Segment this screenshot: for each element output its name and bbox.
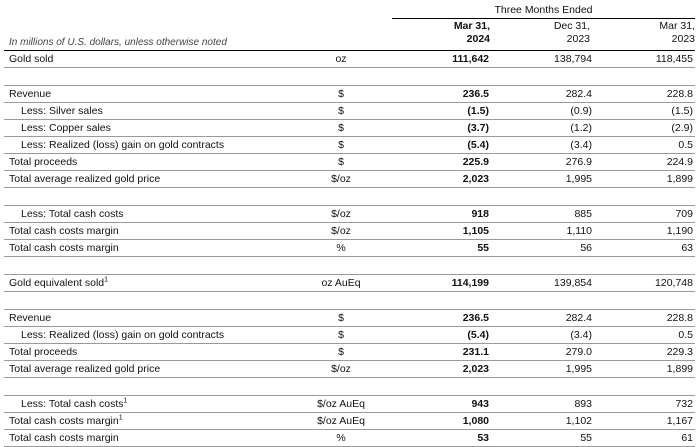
row-value-prior-year: 709 xyxy=(594,206,695,223)
period-title-rule xyxy=(392,18,695,19)
row-unit: $ xyxy=(291,137,391,154)
table-row xyxy=(4,361,695,378)
row-label-text: Gold equivalent sold xyxy=(9,277,105,289)
row-label-text: Total cash costs margin xyxy=(9,415,119,427)
row-value-prior-year: 229.3 xyxy=(594,344,695,361)
spacer-row xyxy=(4,292,695,310)
row-label xyxy=(4,413,291,430)
row-value-prior-quarter: 282.4 xyxy=(491,310,594,327)
row-value-prior-quarter: 282.4 xyxy=(491,86,594,103)
footnote-marker: 1 xyxy=(104,276,109,284)
row-label: Revenue xyxy=(4,310,291,327)
row-value-current: 1,080 xyxy=(391,413,491,430)
row-value-current: 114,199 xyxy=(391,275,491,292)
row-label: Less: Silver sales xyxy=(4,103,291,120)
row-value-prior-quarter: (1.2) xyxy=(491,120,594,137)
column-header-month: Dec 31, xyxy=(553,20,590,32)
row-value-prior-year: 1,190 xyxy=(594,223,695,240)
table-row xyxy=(4,275,695,292)
row-value-current: 231.1 xyxy=(391,344,491,361)
row-value-current: 53 xyxy=(391,430,491,447)
row-value-prior-year: 732 xyxy=(594,396,695,413)
row-unit: $/oz xyxy=(291,223,391,240)
row-unit: $ xyxy=(291,344,391,361)
row-value-current: (5.4) xyxy=(391,137,491,154)
row-value-prior-quarter: 279.0 xyxy=(491,344,594,361)
row-value-prior-quarter: 1,110 xyxy=(491,223,594,240)
row-value-prior-quarter: 885 xyxy=(491,206,594,223)
column-header-year: 2023 xyxy=(566,33,590,45)
row-value-current: 236.5 xyxy=(391,310,491,327)
row-value-current: 1,105 xyxy=(391,223,491,240)
row-value-current: (3.7) xyxy=(391,120,491,137)
table-row xyxy=(4,310,695,327)
column-header-year: 2024 xyxy=(466,33,490,45)
table-row xyxy=(4,413,695,430)
row-value-prior-quarter: 56 xyxy=(491,240,594,257)
row-label: Total average realized gold price xyxy=(4,171,291,188)
row-value-prior-quarter: 1,995 xyxy=(491,171,594,188)
footnote-marker: 1 xyxy=(118,414,123,422)
row-value-current: (1.5) xyxy=(391,103,491,120)
row-label: Total proceeds xyxy=(4,344,291,361)
spacer-row xyxy=(4,68,695,86)
row-value-prior-year: 0.5 xyxy=(594,137,695,154)
table-row xyxy=(4,344,695,361)
row-label: Total proceeds xyxy=(4,154,291,171)
row-unit: $/oz AuEq xyxy=(291,413,391,430)
row-label: Total average realized gold price xyxy=(4,361,291,378)
row-unit: $ xyxy=(291,86,391,103)
gold-metrics-table xyxy=(4,50,695,447)
row-value-prior-year: 228.8 xyxy=(594,310,695,327)
table-row xyxy=(4,120,695,137)
row-value-prior-year: 118,455 xyxy=(594,51,695,68)
column-header-year: 2023 xyxy=(671,33,695,45)
row-value-current: 2,023 xyxy=(391,171,491,188)
column-header-q4-2023 xyxy=(491,20,590,50)
row-label: Less: Realized (loss) gain on gold contracts xyxy=(4,327,291,344)
row-value-prior-quarter: (0.9) xyxy=(491,103,594,120)
table-row xyxy=(4,223,695,240)
row-value-prior-quarter: 138,794 xyxy=(491,51,594,68)
row-unit: % xyxy=(291,240,391,257)
row-unit: $/oz AuEq xyxy=(291,396,391,413)
row-label: Less: Copper sales xyxy=(4,120,291,137)
table-row xyxy=(4,430,695,447)
row-value-current: 55 xyxy=(391,240,491,257)
row-unit: $ xyxy=(291,310,391,327)
row-value-prior-year: 63 xyxy=(594,240,695,257)
table-row xyxy=(4,396,695,413)
table-row xyxy=(4,51,695,68)
row-value-prior-year: 224.9 xyxy=(594,154,695,171)
row-value-prior-year: 0.5 xyxy=(594,327,695,344)
row-value-prior-quarter: 893 xyxy=(491,396,594,413)
row-value-prior-quarter: (3.4) xyxy=(491,327,594,344)
row-value-current: (5.4) xyxy=(391,327,491,344)
row-value-prior-year: 1,167 xyxy=(594,413,695,430)
row-value-prior-quarter: 1,102 xyxy=(491,413,594,430)
table-row xyxy=(4,154,695,171)
row-value-prior-year: 120,748 xyxy=(594,275,695,292)
row-label: Revenue xyxy=(4,86,291,103)
column-header-q1-2023 xyxy=(594,20,695,50)
row-label: Less: Total cash costs xyxy=(4,206,291,223)
row-value-prior-year: (1.5) xyxy=(594,103,695,120)
footnote-marker: 1 xyxy=(123,397,128,405)
row-value-prior-year: 228.8 xyxy=(594,86,695,103)
row-label: Gold sold xyxy=(4,51,291,68)
table-row xyxy=(4,171,695,188)
spacer-row xyxy=(4,378,695,396)
row-unit: oz xyxy=(291,51,391,68)
row-label xyxy=(4,275,291,292)
row-value-current: 111,642 xyxy=(391,51,491,68)
spacer-row xyxy=(4,188,695,206)
row-value-prior-year: (2.9) xyxy=(594,120,695,137)
row-label: Total cash costs margin xyxy=(4,430,291,447)
row-label: Less: Realized (loss) gain on gold contracts xyxy=(4,137,291,154)
column-header-q1-2024 xyxy=(392,20,490,50)
row-value-prior-quarter: 276.9 xyxy=(491,154,594,171)
row-value-current: 225.9 xyxy=(391,154,491,171)
unit-note: In millions of U.S. dollars, unless otherwise noted xyxy=(9,37,227,48)
row-value-current: 2,023 xyxy=(391,361,491,378)
row-label xyxy=(4,396,291,413)
row-unit: % xyxy=(291,430,391,447)
column-header-month: Mar 31, xyxy=(453,20,490,32)
row-value-current: 943 xyxy=(391,396,491,413)
row-label-text: Less: Total cash costs xyxy=(21,398,124,410)
row-label: Total cash costs margin xyxy=(4,223,291,240)
table-row xyxy=(4,86,695,103)
row-value-current: 236.5 xyxy=(391,86,491,103)
row-value-prior-quarter: 139,854 xyxy=(491,275,594,292)
row-unit: $/oz xyxy=(291,171,391,188)
table-row xyxy=(4,206,695,223)
spacer-row xyxy=(4,257,695,275)
row-value-prior-year: 1,899 xyxy=(594,171,695,188)
row-unit: $ xyxy=(291,327,391,344)
column-header-month: Mar 31, xyxy=(659,20,695,32)
row-unit: $ xyxy=(291,120,391,137)
table-row xyxy=(4,327,695,344)
table-row xyxy=(4,240,695,257)
row-value-prior-quarter: 55 xyxy=(491,430,594,447)
row-unit: $/oz xyxy=(291,206,391,223)
row-value-prior-quarter: (3.4) xyxy=(491,137,594,154)
row-unit: oz AuEq xyxy=(291,275,391,292)
row-value-prior-quarter: 1,995 xyxy=(491,361,594,378)
row-label: Total cash costs margin xyxy=(4,240,291,257)
row-unit: $ xyxy=(291,103,391,120)
row-unit: $/oz xyxy=(291,361,391,378)
table-row xyxy=(4,137,695,154)
table-row xyxy=(4,103,695,120)
period-title: Three Months Ended xyxy=(494,4,593,16)
row-value-prior-year: 1,899 xyxy=(594,361,695,378)
row-unit: $ xyxy=(291,154,391,171)
row-value-current: 918 xyxy=(391,206,491,223)
row-value-prior-year: 61 xyxy=(594,430,695,447)
